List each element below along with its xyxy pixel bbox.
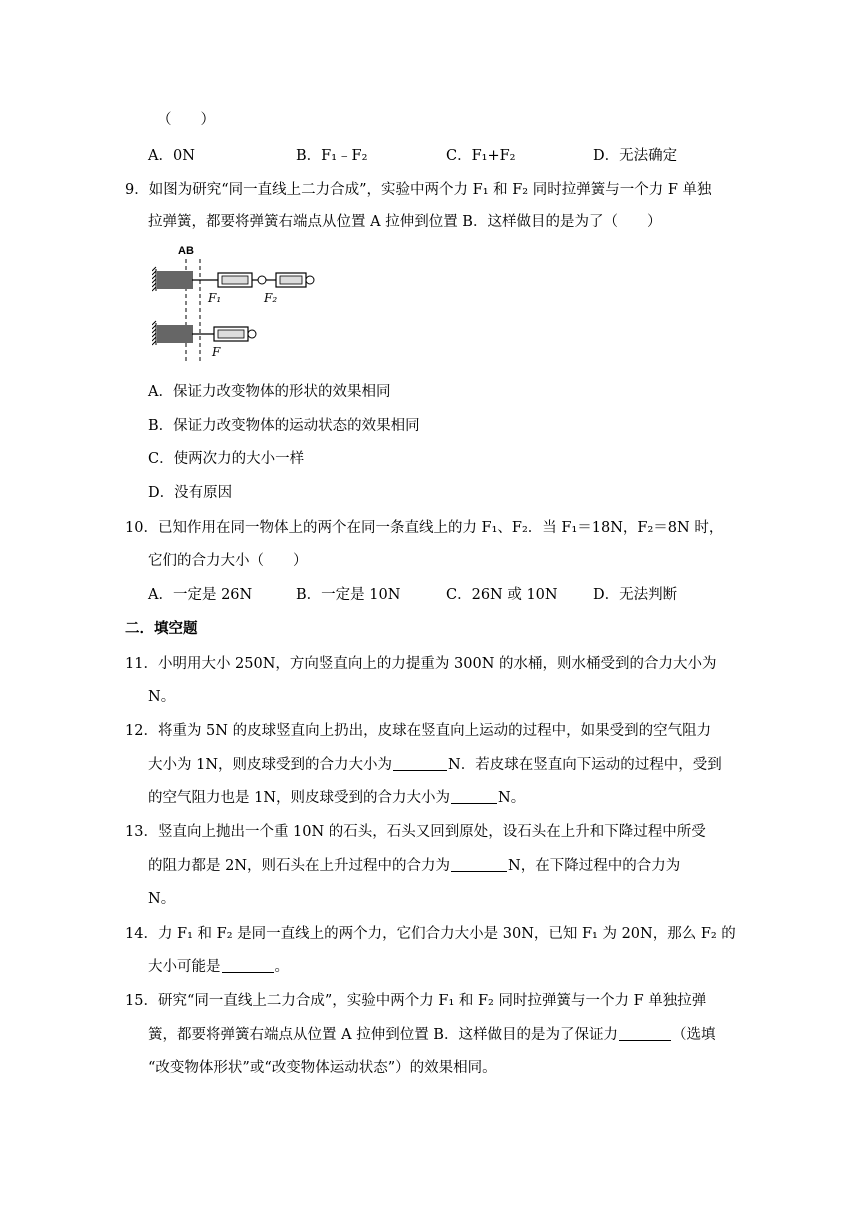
q15-stem-line3: “改变物体形状”或“改变物体运动状态”）的效果相同。: [148, 1060, 497, 1076]
figure-label-f2: F₂: [264, 291, 278, 305]
q8-option-b: B．F₁﹣F₂: [296, 148, 368, 164]
q11-stem-line1: 11．小明用大小 250N，方向竖直向上的力提重为 300N 的水桶，则水桶受到的合力大小为: [125, 656, 717, 672]
q12-stem-line1: 12．将重为 5N 的皮球竖直向上扔出，皮球在竖直向上运动的过程中，如果受到的空气阻力: [125, 723, 712, 739]
q13-line2-text-b: N，在下降过程中的合力为: [508, 858, 681, 874]
q15-line2-text-b: （选填: [671, 1027, 716, 1043]
q9-option-c: C．使两次力的大小一样: [148, 451, 305, 467]
q8-option-a: A．0N: [148, 148, 195, 164]
q14-line2-text-a: 大小可能是: [148, 959, 221, 975]
q15-blank-1[interactable]: [619, 1026, 671, 1041]
q9-stem-line1: 9．如图为研究“同一直线上二力合成”，实验中两个力 F₁ 和 F₂ 同时拉弹簧与一个力 F 单独: [125, 182, 712, 198]
q9-option-b: B．保证力改变物体的运动状态的效果相同: [148, 418, 420, 434]
q15-stem-line2: [148, 1025, 715, 1045]
q12-stem-line3: [148, 788, 525, 808]
q13-line2-text-a: 的阻力都是 2N，则石头在上升过程中的合力为: [148, 858, 451, 874]
q12-line2-text-a: 大小为 1N，则皮球受到的合力大小为: [148, 757, 393, 773]
figure-label-f1: F₁: [208, 291, 222, 305]
q8-option-c: C．F₁+F₂: [446, 148, 516, 164]
q14-stem-line2: [148, 957, 289, 977]
q12-line3-text-b: N。: [498, 790, 526, 806]
q12-blank-2[interactable]: [451, 789, 497, 804]
q12-line2-text-b: N．若皮球在竖直向下运动的过程中，受到: [448, 757, 722, 773]
q11-stem-line2: N。: [148, 689, 176, 705]
q12-stem-line2: [148, 755, 722, 775]
q8-option-d: D．无法确定: [593, 148, 678, 164]
section-title-fill-in: 二．填空题: [125, 620, 198, 637]
q15-line2-text-a: 簧，都要将弹簧右端点从位置 A 拉伸到位置 B．这样做目的是为了保证力: [148, 1027, 618, 1043]
q10-stem-line1: 10．已知作用在同一物体上的两个在同一条直线上的力 F₁、F₂．当 F₁＝18N，F₂＝8N 时，: [125, 520, 724, 536]
q10-option-a: A．一定是 26N: [148, 587, 253, 603]
q12-blank-1[interactable]: [393, 756, 447, 771]
q13-blank-1[interactable]: [451, 857, 507, 872]
q10-option-c: C．26N 或 10N: [446, 587, 558, 603]
q13-stem-line3: N。: [148, 891, 176, 907]
q12-line3-text-a: 的空气阻力也是 1N，则皮球受到的合力大小为: [148, 790, 451, 806]
q14-blank-1[interactable]: [222, 958, 274, 973]
q14-line2-text-b: 。: [274, 959, 289, 975]
q8-answer-paren: （ ）: [157, 112, 215, 128]
q13-stem-line2: [148, 856, 680, 876]
q10-option-b: B．一定是 10N: [296, 587, 401, 603]
q14-stem-line1: 14．力 F₁ 和 F₂ 是同一直线上的两个力，它们合力大小是 30N，已知 F₁ 为 20N，那么 F₂ 的: [125, 926, 736, 942]
q9-spring-figure: [152, 245, 322, 365]
q13-stem-line1: 13．竖直向上抛出一个重 10N 的石头，石头又回到原处，设石头在上升和下降过程中所受: [125, 824, 706, 840]
q9-option-a: A．保证力改变物体的形状的效果相同: [148, 384, 391, 400]
q10-option-d: D．无法判断: [593, 587, 678, 603]
q10-stem-line2: 它们的合力大小（ ）: [148, 553, 308, 569]
q9-stem-line2: 拉弹簧，都要将弹簧右端点从位置 A 拉伸到位置 B．这样做目的是为了（ ）: [148, 214, 662, 230]
figure-label-ab: AB: [178, 245, 194, 257]
q9-option-d: D．没有原因: [148, 485, 233, 501]
figure-label-f: F: [212, 345, 221, 359]
q15-stem-line1: 15．研究“同一直线上二力合成”，实验中两个力 F₁ 和 F₂ 同时拉弹簧与一个力 F 单独拉弹: [125, 993, 707, 1009]
